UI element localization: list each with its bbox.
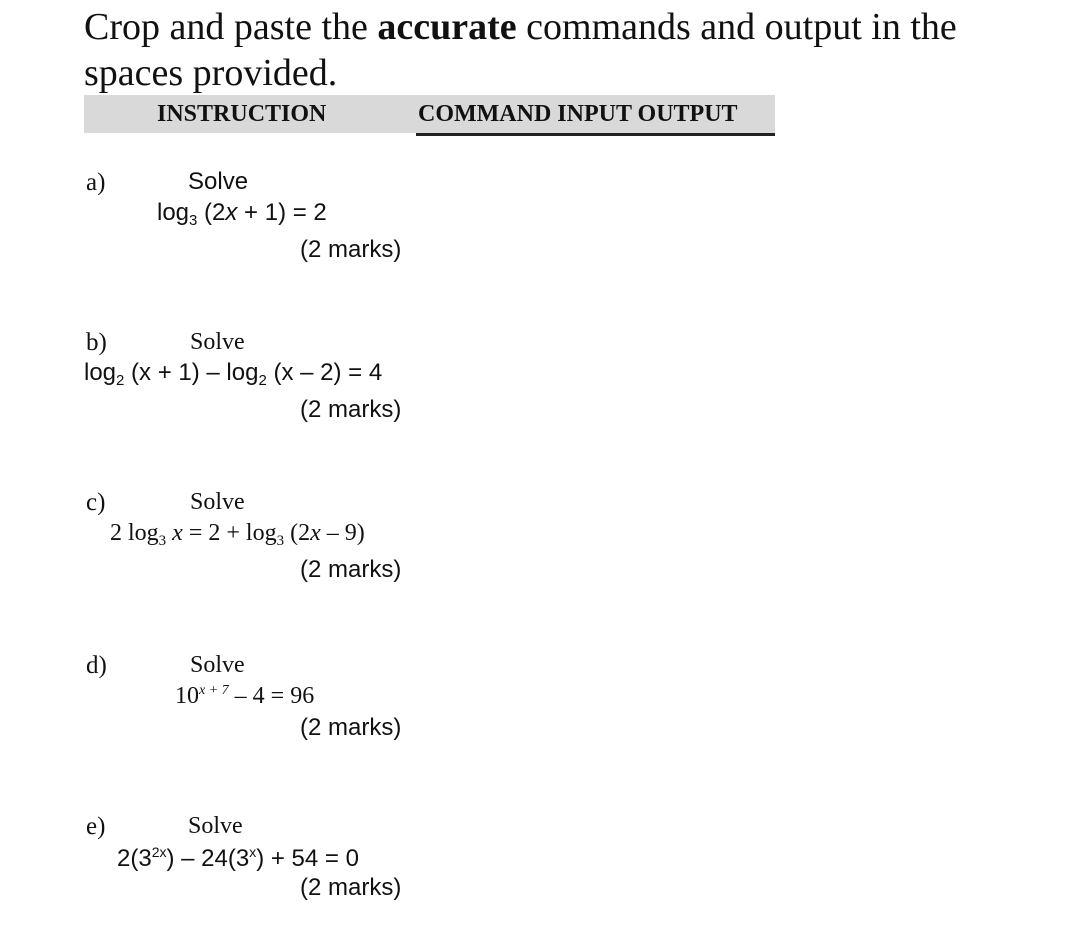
equation-part: 2 log bbox=[110, 520, 159, 546]
equation-part: 10 bbox=[175, 683, 199, 709]
equation-part: 3 bbox=[276, 533, 285, 549]
question-equation bbox=[157, 201, 327, 228]
equation-part: 2(3 bbox=[117, 845, 152, 872]
question-marks: (2 marks) bbox=[300, 236, 402, 263]
question-verb: Solve bbox=[190, 489, 245, 515]
equation-part: – 4 = 96 bbox=[228, 683, 315, 709]
equation-part: 2x bbox=[151, 844, 167, 860]
equation-part: + 1) = 2 bbox=[237, 199, 327, 226]
question-equation bbox=[117, 845, 359, 871]
title-emphasis: accurate bbox=[377, 6, 517, 48]
question-equation bbox=[110, 521, 365, 549]
question-marks: (2 marks) bbox=[300, 714, 402, 741]
equation-part: log bbox=[157, 199, 190, 226]
question-marks: (2 marks) bbox=[300, 874, 402, 901]
title-text: Crop and paste the bbox=[84, 6, 378, 48]
equation-part: x bbox=[310, 520, 321, 546]
equation-part: – 9) bbox=[320, 520, 365, 546]
equation-part: x bbox=[249, 844, 257, 860]
equation-part: x bbox=[225, 199, 238, 226]
equation-part: = 2 + log bbox=[182, 520, 277, 546]
equation-part: 3 bbox=[189, 212, 198, 229]
equation-part: x + 7 bbox=[199, 683, 229, 698]
question-label: e) bbox=[86, 813, 106, 840]
question-marks: (2 marks) bbox=[300, 556, 402, 583]
instructions-line-1 bbox=[84, 8, 957, 46]
equation-part: 3 bbox=[158, 533, 167, 549]
question-verb: Solve bbox=[188, 168, 249, 195]
equation-part: (2 bbox=[284, 520, 311, 546]
question-verb: Solve bbox=[188, 813, 243, 839]
equation-part: ) + 54 = 0 bbox=[256, 845, 359, 872]
question-equation bbox=[84, 361, 382, 388]
header-underline bbox=[416, 133, 775, 136]
header-command-input-output: COMMAND INPUT OUTPUT bbox=[418, 101, 738, 127]
question-equation bbox=[175, 684, 314, 708]
question-label: b) bbox=[86, 329, 107, 356]
equation-part: (2 bbox=[197, 199, 226, 226]
equation-part: (x – 2) = 4 bbox=[266, 359, 383, 386]
equation-part: 2 bbox=[116, 372, 125, 389]
header-instruction: INSTRUCTION bbox=[157, 101, 327, 127]
title-text: commands and output in the bbox=[516, 6, 957, 48]
question-verb: Solve bbox=[190, 329, 245, 355]
equation-part: 2 bbox=[258, 372, 267, 389]
question-label: c) bbox=[86, 489, 106, 516]
question-label: d) bbox=[86, 652, 107, 679]
equation-part: ) – 24(3 bbox=[166, 845, 250, 872]
question-verb: Solve bbox=[190, 652, 245, 678]
equation-part: log bbox=[84, 359, 117, 386]
instructions-line-2: spaces provided. bbox=[84, 52, 338, 94]
question-marks: (2 marks) bbox=[300, 396, 402, 423]
question-label: a) bbox=[86, 169, 106, 196]
equation-part: x bbox=[166, 520, 183, 546]
equation-part: (x + 1) – log bbox=[124, 359, 259, 386]
